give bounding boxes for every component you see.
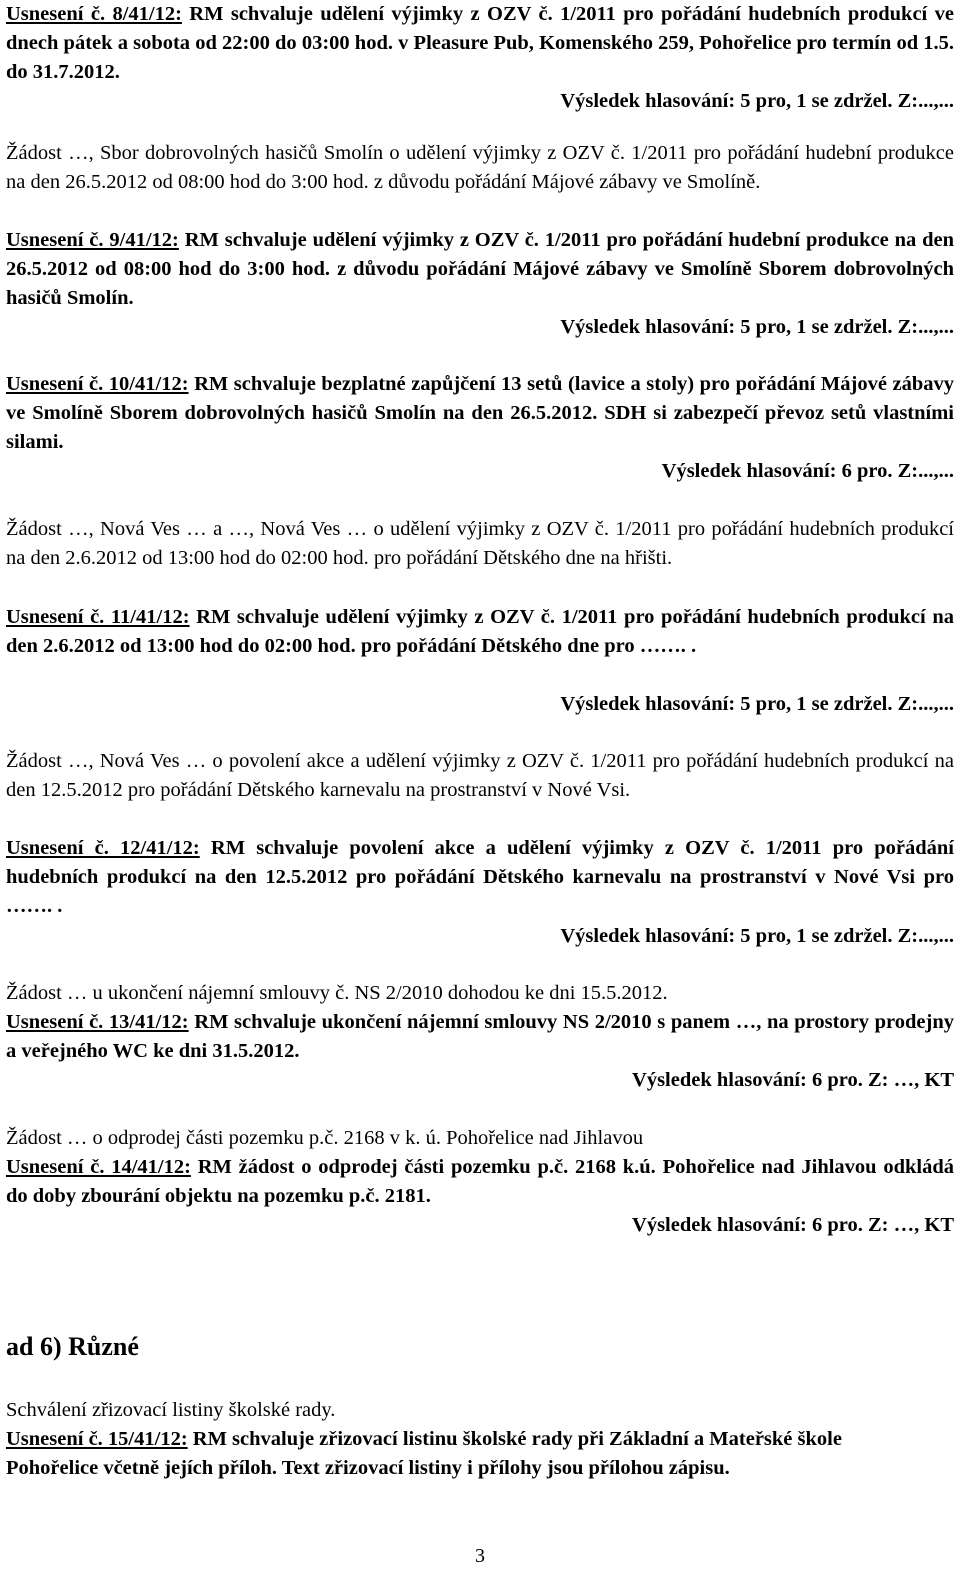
- request-12: Žádost …, Nová Ves … o povolení akce a udělení výjimky z OZV č. 1/2011 pro pořádání hudebních produkcí na den 12.5.2012 pro pořádání Dětského karnevalu na prostranství v Nové Vsi.: [6, 750, 954, 801]
- decision-11-label: Usnesení č. 11/41/12:: [6, 606, 190, 628]
- decision-13-label: Usnesení č. 13/41/12:: [6, 1011, 189, 1033]
- decision-8-text: RM schvaluje udělení výjimky z OZV č. 1/2011 pro pořádání hudebních produkcí ve dnech pátek a sobota od 22:00 do 03:00 hod. v Pleasure Pub, Komenského 259, Pohořelice pro termín od 1.5. do 31.7.2012.: [6, 3, 954, 83]
- decision-9: [6, 226, 954, 313]
- request-11: Žádost …, Nová Ves … a …, Nová Ves … o udělení výjimky z OZV č. 1/2011 pro pořádání hudebních produkcí na den 2.6.2012 od 13:00 hod do 02:00 hod. pro pořádání Dětského dne na hřišti.: [6, 518, 954, 569]
- page-number: 3: [475, 1545, 485, 1567]
- decision-13-vote-result: Výsledek hlasování: 6 pro. Z: …, KT: [632, 1069, 954, 1091]
- decision-10-vote-result: Výsledek hlasování: 6 pro. Z:...,...: [661, 460, 954, 482]
- decision-15-label: Usnesení č. 15/41/12:: [6, 1428, 188, 1450]
- decision-15: [6, 1425, 886, 1483]
- decision-10-text: RM schvaluje bezplatné zapůjčení 13 setů (lavice a stoly) pro pořádání Májové zábavy ve Smolíně Sborem dobrovolných hasičů Smolín na den 26.5.2012. SDH si zabezpečí převoz setů vlastními silami.: [6, 373, 954, 453]
- decision-9-text: RM schvaluje udělení výjimky z OZV č. 1/2011 pro pořádání hudební produkce na den 26.5.2012 od 08:00 hod do 3:00 hod. z důvodu pořádání Májové zábavy ve Smolíně Sborem dobrovolných hasičů Smolín.: [6, 229, 954, 309]
- decision-11-text: RM schvaluje udělení výjimky z OZV č. 1/2011 pro pořádání hudebních produkcí na den 2.6.2012 od 13:00 hod do 02:00 hod. pro pořádání Dětského dne pro ……. .: [6, 606, 954, 657]
- decision-10-label: Usnesení č. 10/41/12:: [6, 373, 189, 395]
- decision-13: [6, 1008, 954, 1066]
- decision-12-text: RM schvaluje povolení akce a udělení výjimky z OZV č. 1/2011 pro pořádání hudebních produkcí na den 12.5.2012 pro pořádání Dětského karnevalu na prostranství v Nové Vsi pro ……. .: [6, 837, 955, 917]
- decision-8-vote-result: Výsledek hlasování: 5 pro, 1 se zdržel. Z:...,...: [560, 90, 954, 112]
- decision-13-text: RM schvaluje ukončení nájemní smlouvy NS 2/2010 s panem …, na prostory prodejny a veřejného WC ke dni 31.5.2012.: [6, 1011, 954, 1062]
- decision-14-vote-result: Výsledek hlasování: 6 pro. Z: …, KT: [632, 1214, 954, 1236]
- request-9: Žádost …, Sbor dobrovolných hasičů Smolín o udělení výjimky z OZV č. 1/2011 pro pořádání hudební produkce na den 26.5.2012 od 08:00 hod do 3:00 hod. z důvodu pořádání Májové zábavy ve Smolíně.: [6, 142, 954, 193]
- decision-11-vote-result: Výsledek hlasování: 5 pro, 1 se zdržel. Z:...,...: [560, 693, 954, 715]
- decision-14: [6, 1153, 954, 1211]
- decision-9-label: Usnesení č. 9/41/12:: [6, 229, 179, 251]
- decision-12: [6, 834, 954, 921]
- decision-10: [6, 370, 954, 457]
- decision-12-vote-result: Výsledek hlasování: 5 pro, 1 se zdržel. Z:...,...: [560, 925, 954, 947]
- decision-11: [6, 603, 954, 661]
- decision-15-text: RM schvaluje zřizovací listinu školské rady při Základní a Mateřské škole Pohořelice včetně jejích příloh. Text zřizovací listiny i přílohy jsou přílohou zápisu.: [6, 1428, 842, 1479]
- request-14: Žádost … o odprodej části pozemku p.č. 2168 v k. ú. Pohořelice nad Jihlavou: [6, 1127, 644, 1149]
- section-heading: ad 6) Různé: [6, 1332, 139, 1361]
- decision-12-label: Usnesení č. 12/41/12:: [6, 837, 200, 859]
- decision-14-label: Usnesení č. 14/41/12:: [6, 1156, 191, 1178]
- decision-8-label: Usnesení č. 8/41/12:: [6, 3, 182, 25]
- decision-14-text: RM žádost o odprodej části pozemku p.č. 2168 k.ú. Pohořelice nad Jihlavou odkládá do doby zbourání objektu na pozemku p.č. 2181.: [6, 1156, 954, 1207]
- section-intro: Schválení zřizovací listiny školské rady.: [6, 1399, 336, 1421]
- request-13: Žádost … u ukončení nájemní smlouvy č. NS 2/2010 dohodou ke dni 15.5.2012.: [6, 982, 668, 1004]
- decision-9-vote-result: Výsledek hlasování: 5 pro, 1 se zdržel. Z:...,...: [560, 316, 954, 338]
- decision-8: [6, 0, 954, 87]
